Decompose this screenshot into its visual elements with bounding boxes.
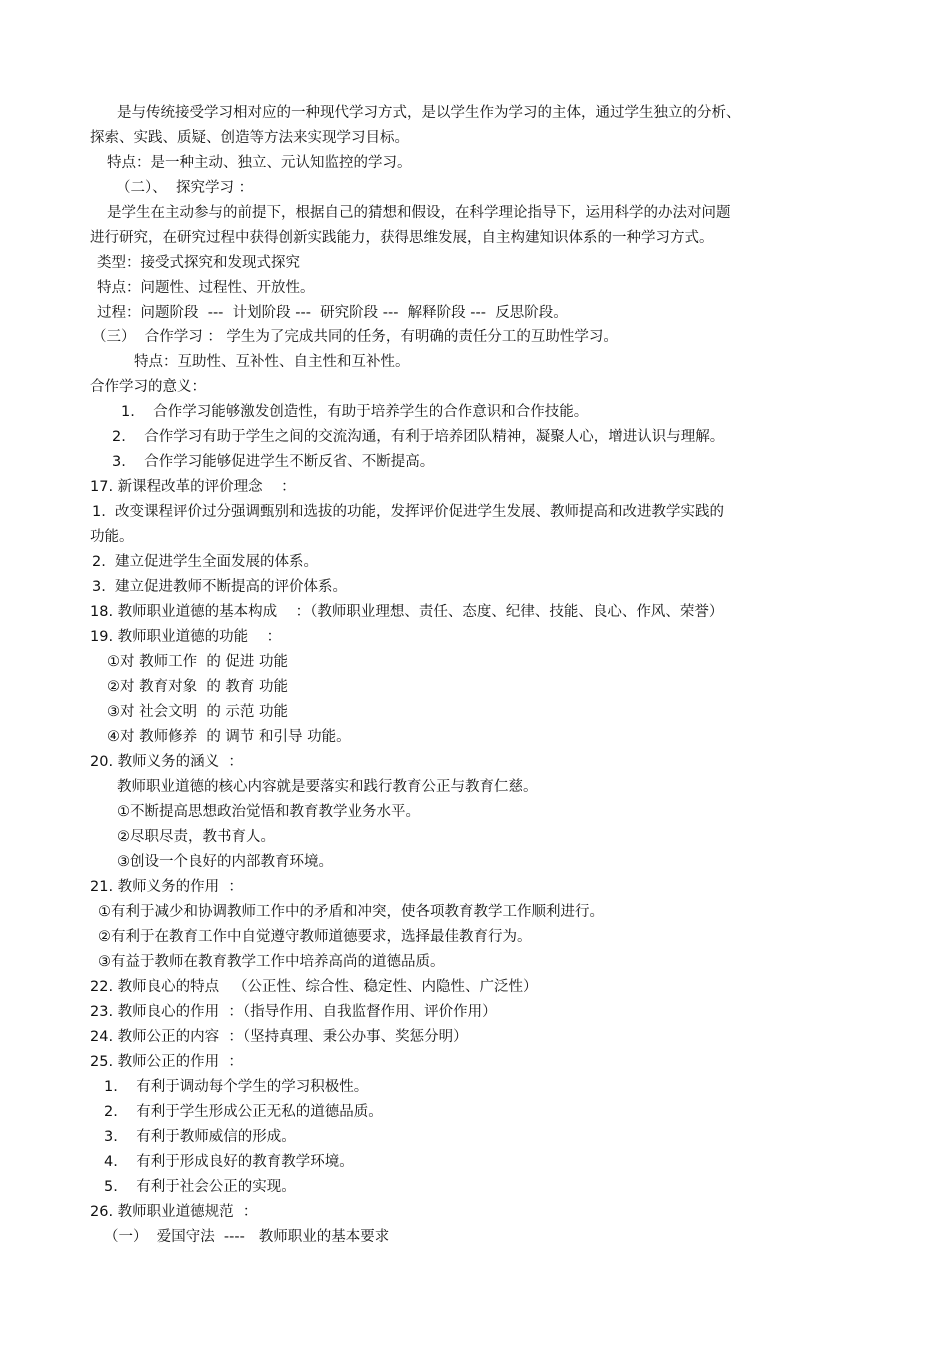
section-heading: 23. 教师良心的作用 ：（指导作用、自我监督作用、评价作用） <box>90 1004 497 1020</box>
text-line: 类型：接受式探究和发现式探究 <box>97 255 300 271</box>
section-heading: 19. 教师职业道德的功能 ： <box>90 629 282 645</box>
section-heading: 21. 教师义务的作用 ： <box>90 879 243 895</box>
list-item: ①对 教师工作 的 促进 功能 <box>107 654 289 670</box>
text-line: 探索、实践、质疑、创造等方法来实现学习目标。 <box>90 130 409 146</box>
list-item: 1. 改变课程评价过分强调甄别和选拔的功能，发挥评价促进学生发展、教师提高和改进教学实践的 <box>92 504 725 520</box>
list-item: 5. 有利于社会公正的实现。 <box>104 1179 296 1195</box>
list-item: ①不断提高思想政治觉悟和教育教学业务水平。 <box>117 804 420 820</box>
text-line: 特点：互助性、互补性、自主性和互补性。 <box>134 354 410 370</box>
text-line: 进行研究，在研究过程中获得创新实践能力，获得思维发展，自主构建知识体系的一种学习方式。 <box>90 230 714 246</box>
list-item: 1. 合作学习能够激发创造性，有助于培养学生的合作意识和合作技能。 <box>121 404 589 420</box>
text-line: 过程：问题阶段 --- 计划阶段 --- 研究阶段 --- 解释阶段 --- 反思阶段。 <box>97 305 568 321</box>
list-item: ②对 教育对象 的 教育 功能 <box>107 679 289 695</box>
section-heading: （三） 合作学习 ： 学生为了完成共同的任务，有明确的责任分工的互助性学习。 <box>92 329 618 345</box>
section-heading: 24. 教师公正的内容 ：（坚持真理、秉公办事、奖惩分明） <box>90 1029 468 1045</box>
list-item: 1. 有利于调动每个学生的学习积极性。 <box>104 1079 369 1095</box>
text-line: 特点：问题性、过程性、开放性。 <box>97 280 315 296</box>
section-heading: 20. 教师义务的涵义 ： <box>90 754 243 770</box>
section-heading: 26. 教师职业道德规范 ： <box>90 1204 258 1220</box>
text-line: 教师职业道德的核心内容就是要落实和践行教育公正与教育仁慈。 <box>117 779 538 795</box>
section-heading: （二）、 探究学习 ： <box>116 180 254 196</box>
section-heading: 22. 教师良心的特点 （公正性、综合性、稳定性、内隐性、广泛性） <box>90 979 538 995</box>
list-item: ②有利于在教育工作中自觉遵守教师道德要求，选择最佳教育行为。 <box>98 929 532 945</box>
list-item: ③创设一个良好的内部教育环境。 <box>117 854 333 870</box>
list-item: ①有利于减少和协调教师工作中的矛盾和冲突，使各项教育教学工作顺利进行。 <box>98 904 604 920</box>
list-item: ③对 社会文明 的 示范 功能 <box>107 704 289 720</box>
list-item: 3. 合作学习能够促进学生不断反省、不断提高。 <box>112 454 435 470</box>
text-line: 是与传统接受学习相对应的一种现代学习方式，是以学生作为学习的主体，通过学生独立的分析、 <box>117 105 741 121</box>
section-heading: （一） 爱国守法 ---- 教师职业的基本要求 <box>104 1229 390 1245</box>
list-item: 2. 建立促进学生全面发展的体系。 <box>92 554 319 570</box>
list-item: 2. 有利于学生形成公正无私的道德品质。 <box>104 1104 383 1120</box>
list-item: 3. 有利于教师威信的形成。 <box>104 1129 296 1145</box>
text-line: 特点：是一种主动、独立、元认知监控的学习。 <box>107 155 412 171</box>
list-item: 4. 有利于形成良好的教育教学环境。 <box>104 1154 354 1170</box>
list-item: ③有益于教师在教育教学工作中培养高尚的道德品质。 <box>98 954 445 970</box>
section-heading: 25. 教师公正的作用 ： <box>90 1054 243 1070</box>
list-item: ②尽职尽责，教书育人。 <box>117 829 275 845</box>
text-line: 功能。 <box>90 529 134 545</box>
list-item: ④对 教师修养 的 调节 和引导 功能。 <box>107 729 351 745</box>
section-heading: 18. 教师职业道德的基本构成 ：（教师职业理想、责任、态度、纪律、技能、良心、作风、荣誉） <box>90 604 724 620</box>
text-line: 是学生在主动参与的前提下，根据自己的猜想和假设，在科学理论指导下，运用科学的办法对问题 <box>107 205 731 221</box>
list-item: 3. 建立促进教师不断提高的评价体系。 <box>92 579 348 595</box>
text-line: 合作学习的意义： <box>90 379 206 395</box>
list-item: 2. 合作学习有助于学生之间的交流沟通，有利于培养团队精神，凝聚人心，增进认识与理解。 <box>112 429 725 445</box>
section-heading: 17. 新课程改革的评价理念 ： <box>90 479 296 495</box>
